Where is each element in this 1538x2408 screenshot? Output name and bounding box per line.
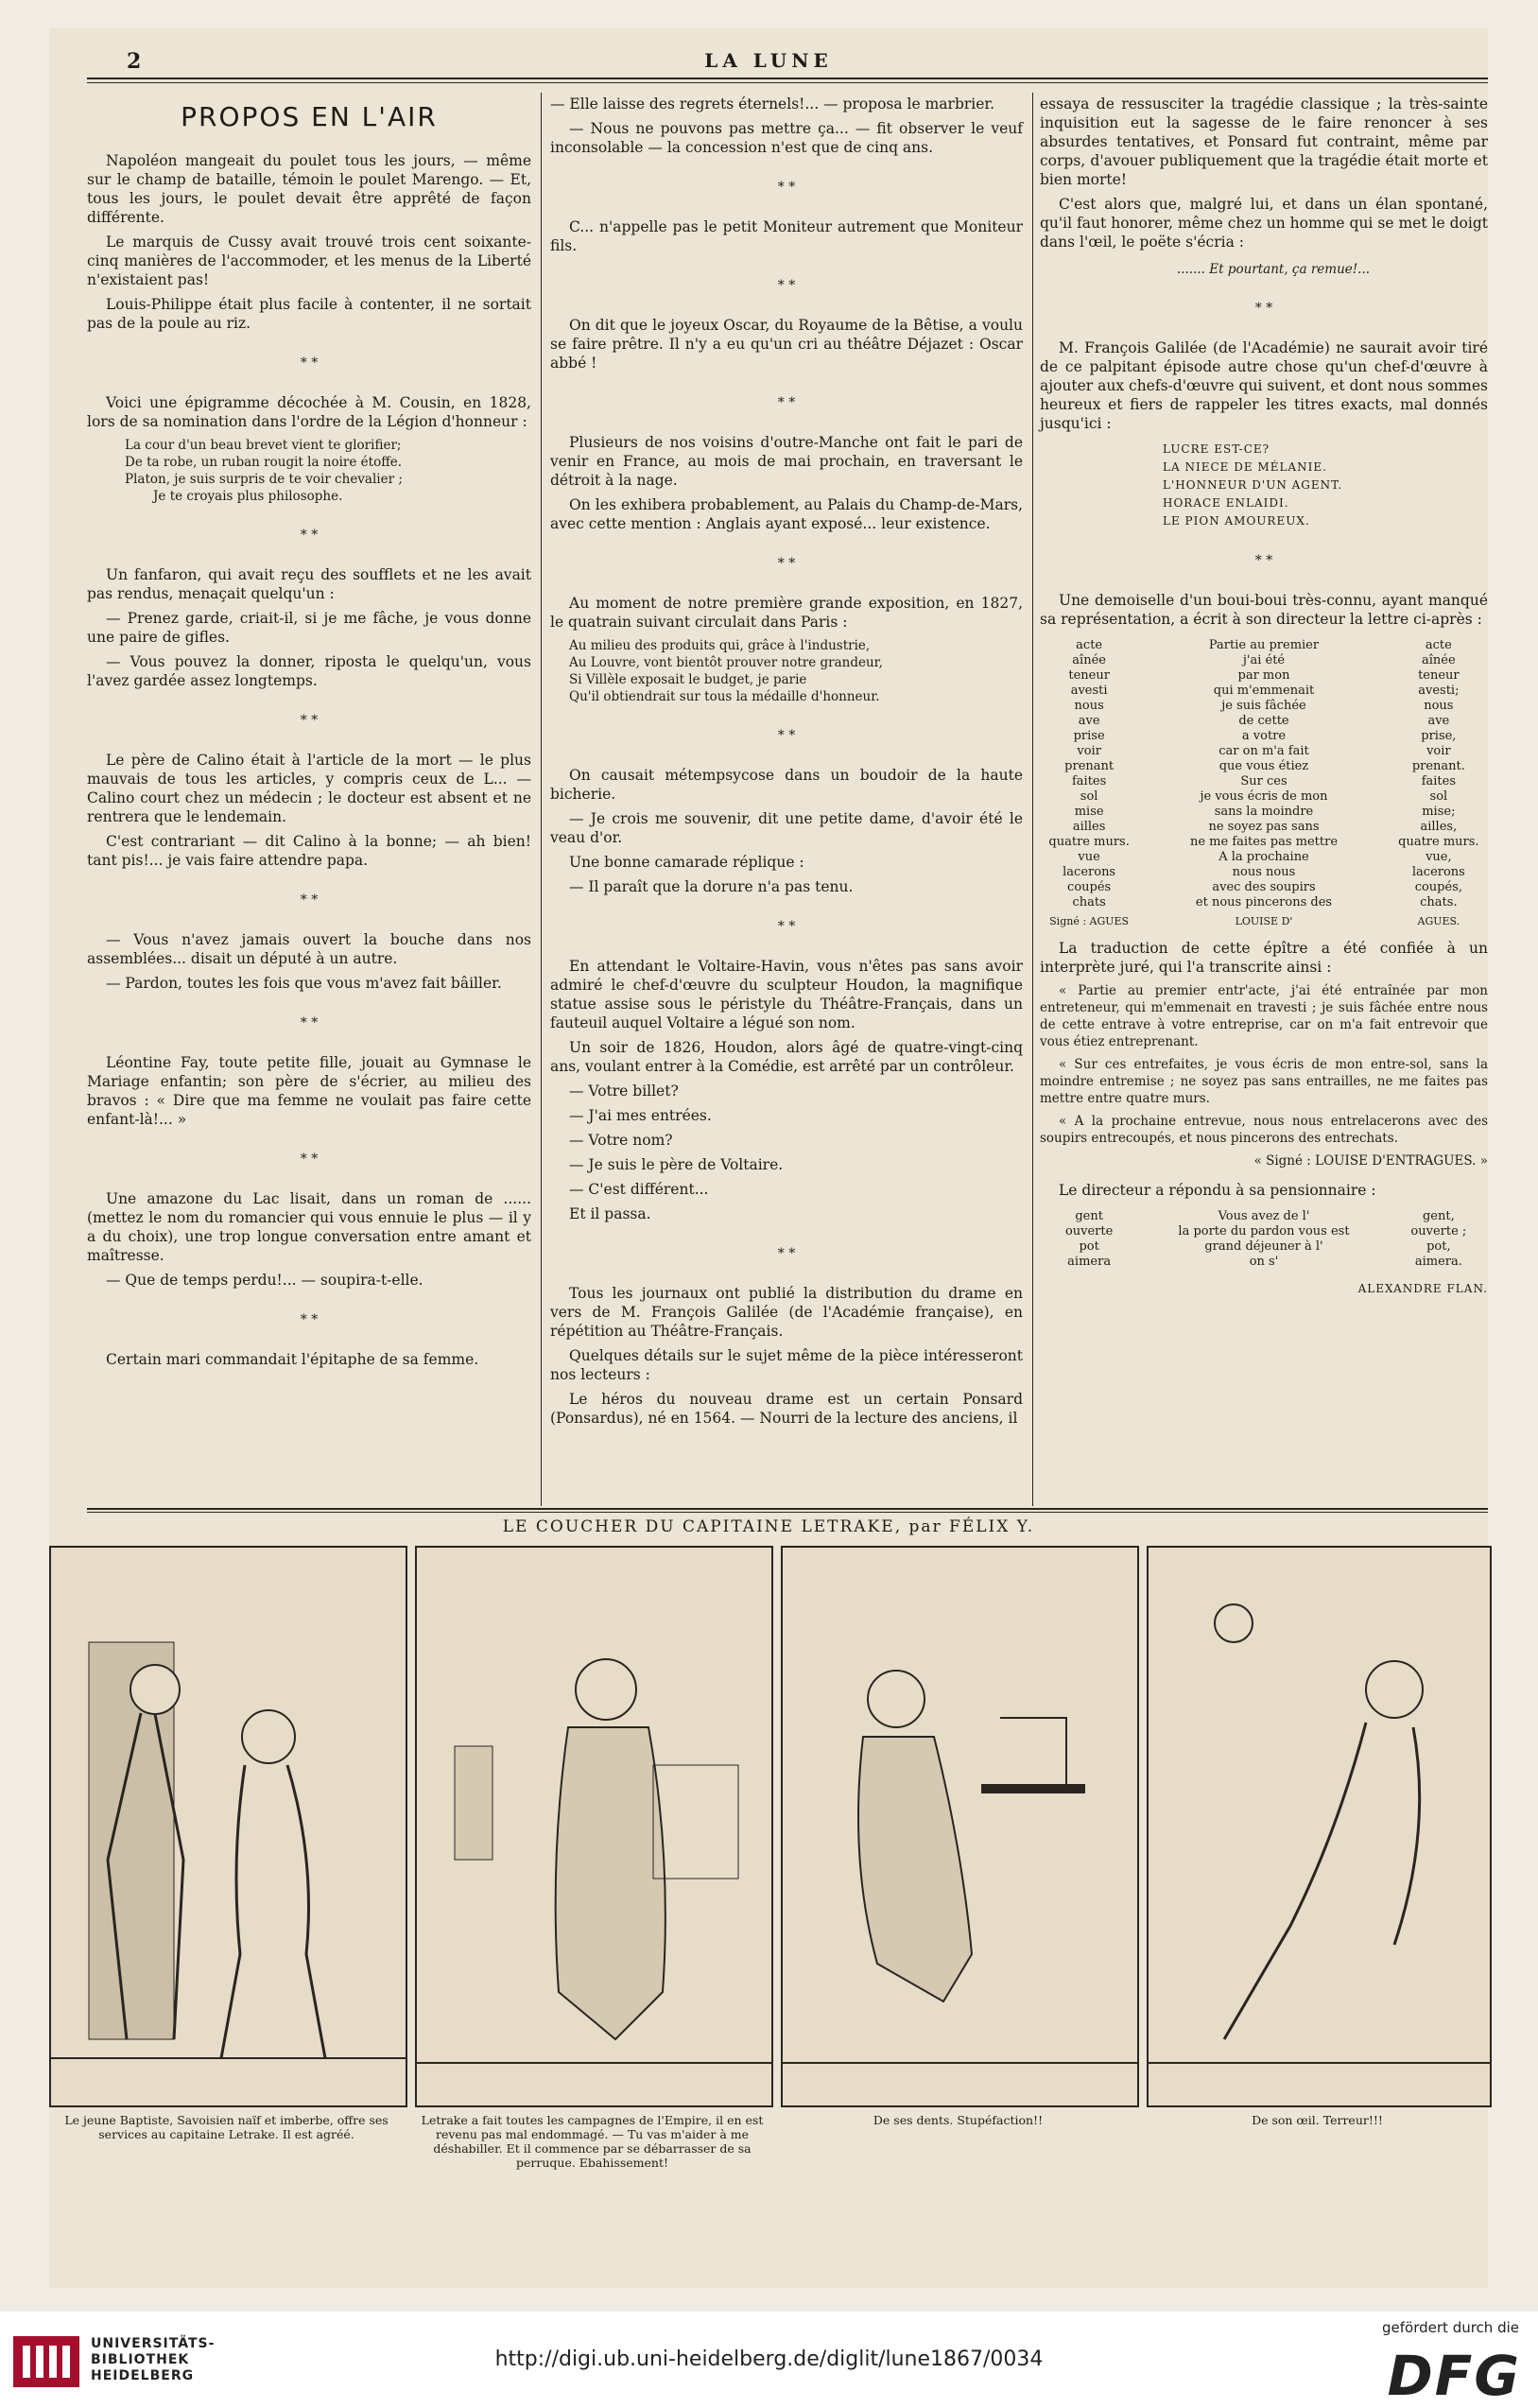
rebus-row: [1040, 714, 1488, 729]
rebus-cell: ne me faites pas mettre: [1189, 835, 1339, 849]
rebus-row: [1040, 1224, 1488, 1239]
paragraph: Quelques détails sur le sujet même de la pièce intéresseront nos lecteurs :: [550, 1347, 1023, 1383]
rebus-cell: teneur: [1418, 668, 1460, 683]
quote-line: ....... Et pourtant, ça remue!...: [1176, 262, 1371, 277]
verse-line: Platon, je suis surpris de te voir chevalier ;: [125, 472, 403, 487]
bottom-rule-thin: [87, 1512, 1488, 1513]
paragraph: — Vous pouvez la donner, riposta le quelqu'un, vous l'avez gardée assez longtemps.: [87, 653, 531, 689]
rebus-cell: coupés,: [1414, 880, 1463, 894]
rebus-cell: Sur ces: [1240, 774, 1287, 788]
rebus-cell: avec des soupirs: [1212, 880, 1316, 894]
paragraph: Le héros du nouveau drame est un certain Ponsard (Ponsardus), né en 1564. — Nourri de la lecture des anciens, il: [550, 1391, 1023, 1427]
funding-label: gefördert durch die: [1382, 2319, 1519, 2336]
rebus-cell: faites: [1071, 774, 1107, 788]
paragraph: — Je suis le père de Voltaire.: [569, 1156, 784, 1173]
rebus-cell: ailles: [1072, 820, 1106, 834]
verse-line: La cour d'un beau brevet vient te glorifier;: [125, 438, 402, 453]
paragraph: M. François Galilée (de l'Académie) ne saurait avoir tiré de ce palpitant épisode autre chose qu'un chef-d'œuvre à ajouter aux chefs-d'œuvre qui suivent, et dont nous sommes heureux et fiers de rappeler les titres exacts, mal donnés jusqu'ici :: [1040, 339, 1488, 432]
paragraph: Au moment de notre première grande exposition, en 1827, le quatrain suivant circulait dans Paris :: [550, 595, 1023, 631]
play-titles: [1163, 441, 1488, 530]
rebus-row: [1040, 729, 1488, 744]
footer-bar: [0, 2312, 1538, 2408]
play-title: LA NIECE DE MÉLANIE.: [1163, 460, 1327, 474]
separator-stars: * *: [300, 713, 319, 728]
separator-stars: * *: [300, 1312, 319, 1327]
rebus-cell: Partie au premier: [1208, 638, 1320, 652]
illustration-captain-removing-teeth: [783, 1548, 1137, 2105]
separator-stars: * *: [300, 1152, 319, 1167]
paragraph: Le marquis de Cussy avait trouvé trois cent soixante-cinq manières de l'accommoder, et les menus de la Liberté n'existaient pas!: [87, 234, 531, 288]
library-name-line: UNIVERSITÄTS-: [91, 2336, 216, 2351]
paragraph: C'est contrariant — dit Calino à la bonne; — ah bien! tant pis!... je vais faire attendre papa.: [87, 833, 531, 869]
newspaper-page: [49, 28, 1488, 2288]
rebus-cell: quatre murs.: [1048, 835, 1130, 849]
paragraph: On les exhibera probablement, au Palais du Champ-de-Mars, avec cette mention : Anglais ayant exposé... leur existence.: [550, 496, 1023, 532]
bottom-rule: [87, 1508, 1488, 1510]
rebus-cell: que vous étiez: [1218, 759, 1309, 773]
caption-1: Le jeune Baptiste, Savoisien naïf et imberbe, offre ses services au capitaine Letrake. Il est agréé.: [64, 2113, 389, 2141]
rebus-row: [1040, 759, 1488, 774]
rebus-cell: acte: [1076, 638, 1103, 652]
rebus-cell: on s': [1249, 1255, 1279, 1269]
paragraph: « Sur ces entrefaites, je vous écris de mon entre-sol, sans la moindre entremise ; ne soyez pas sans entrailles, ne me faites pas mettre entre quatre murs.: [1040, 1057, 1488, 1106]
paragraph: — Je crois me souvenir, dit une petite dame, d'avoir été le veau d'or.: [550, 810, 1023, 846]
rebus-row: [1040, 1209, 1488, 1224]
rebus-row: [1040, 684, 1488, 699]
rebus-cell: ne soyez pas sans: [1208, 820, 1320, 834]
paragraph: On dit que le joyeux Oscar, du Royaume de la Bêtise, a voulu se faire prêtre. Il n'y a eu qu'un cri au théâtre Déjazet : Oscar abbé !: [550, 317, 1023, 372]
rebus-cell: avesti;: [1418, 684, 1460, 698]
rebus-row: [1040, 880, 1488, 895]
rebus-signature: LOUISE D': [1235, 915, 1293, 927]
paragraph: « A la prochaine entrevue, nous nous entrelacerons avec des soupirs entrecoupés, et nous pincerons des entrechats.: [1040, 1114, 1488, 1146]
paragraph: Le directeur a répondu à sa pensionnaire :: [1059, 1182, 1376, 1199]
rebus-row: [1040, 789, 1488, 805]
paragraph: Un fanfaron, qui avait reçu des soufflets et ne les avait pas rendus, menaçait quelqu'un :: [87, 566, 531, 602]
rebus-cell: par mon: [1237, 668, 1290, 683]
rebus-cell: vue: [1078, 850, 1100, 864]
rebus-cell: ailles,: [1420, 820, 1458, 834]
column-1: [87, 95, 531, 1375]
paragraph: — C'est différent...: [569, 1181, 709, 1198]
rebus-row: [1040, 865, 1488, 880]
author-signature: ALEXANDRE FLAN.: [1357, 1282, 1488, 1295]
rebus-row: [1040, 668, 1488, 684]
dfg-logo: DFG: [1387, 2344, 1521, 2408]
rebus-cell: ave: [1427, 714, 1450, 728]
paragraph: — Que de temps perdu!... — soupira-t-elle.: [106, 1272, 423, 1289]
paragraph: Voici une épigramme décochée à M. Cousin, en 1828, lors de sa nomination dans l'ordre de la Légion d'honneur :: [87, 394, 531, 430]
source-url-link[interactable]: http://digi.ub.uni-heidelberg.de/diglit/lune1867/0034: [494, 2347, 1044, 2371]
paragraph: Louis-Philippe était plus facile à contenter, il ne sortait pas de la poule au riz.: [87, 296, 531, 332]
paragraph: C... n'appelle pas le petit Moniteur autrement que Moniteur fils.: [550, 218, 1023, 254]
rebus-row: [1040, 653, 1488, 668]
rebus-cell: avesti: [1070, 684, 1108, 698]
rebus-cell: quatre murs.: [1398, 835, 1479, 849]
paragraph: Plusieurs de nos voisins d'outre-Manche ont fait le pari de venir en France, au mois de mai prochain, en traversant le détroit à la nage.: [550, 434, 1023, 489]
caption-2: Letrake a fait toutes les campagnes de l'Empire, il en est revenu pas mal endommagé. — Tu vas m'aider à me déshabiller. Et il commence par se débarrasser de sa perruque. Ebahissement!: [421, 2113, 764, 2170]
play-title: L'HONNEUR D'UN AGENT.: [1163, 478, 1343, 492]
rebus-cell: aimera: [1067, 1255, 1112, 1269]
separator-stars: * *: [777, 395, 796, 410]
rebus-cell: qui m'emmenait: [1213, 684, 1315, 698]
rebus-cell: ouverte: [1064, 1224, 1114, 1239]
rebus-cell: mise;: [1422, 805, 1456, 819]
rebus-cell: vue,: [1426, 850, 1452, 864]
rebus-signature: Signé : AGUES: [1049, 915, 1130, 927]
separator-stars: * *: [300, 892, 319, 908]
rebus-cell: Vous avez de l': [1218, 1209, 1310, 1223]
rebus-cell: chats.: [1420, 895, 1458, 909]
rebus-row: [1040, 805, 1488, 820]
separator-stars: * *: [777, 278, 796, 293]
paragraph: — Votre nom?: [569, 1132, 673, 1149]
masthead: [49, 36, 1488, 74]
verse-line: Au milieu des produits qui, grâce à l'industrie,: [569, 638, 871, 653]
illustration-captain-removing-wig: [417, 1548, 771, 2105]
paragraph: — Elle laisse des regrets éternels!... — proposa le marbrier.: [550, 95, 995, 113]
cartoon-panel-1: [49, 1546, 407, 2107]
paragraph: Napoléon mangeait du poulet tous les jours, — même sur le champ de bataille, témoin le poulet Marengo. — Et, tous les jours, le poulet devait être apprêté de façon différente.: [87, 152, 531, 226]
play-title: LUCRE EST-CE?: [1163, 442, 1270, 456]
column-3: [1040, 95, 1488, 1304]
column-divider: [541, 93, 542, 1506]
paragraph: Une demoiselle d'un boui-boui très-connu, ayant manqué sa représentation, a écrit à son directeur la lettre ci-après :: [1040, 592, 1488, 628]
rebus-cell: lacerons: [1411, 865, 1465, 879]
paragraph: Tous les journaux ont publié la distribution du drame en vers de M. François Galilée (de l'Académie française), en répétition au Théâtre-Français.: [550, 1285, 1023, 1340]
verse: [125, 437, 531, 505]
rebus-row: [1040, 1255, 1488, 1270]
rebus-letter: [1040, 638, 1488, 929]
rebus-cell: aimera.: [1414, 1255, 1462, 1269]
paragraph: Une bonne camarade réplique :: [569, 854, 804, 871]
rebus-cell: la porte du pardon vous est: [1178, 1224, 1350, 1239]
translation: [1040, 982, 1488, 1169]
cartoon-title: LE COUCHER DU CAPITAINE LETRAKE, par FÉLIX Y.: [502, 1517, 1035, 1536]
library-name-line: HEIDELBERG: [91, 2368, 195, 2383]
separator-stars: * *: [300, 1015, 319, 1031]
page-number: 2: [127, 49, 142, 74]
paragraph: Certain mari commandait l'épitaphe de sa femme.: [106, 1351, 479, 1368]
rebus-cell: A la prochaine: [1218, 850, 1309, 864]
rebus-reply: [1040, 1209, 1488, 1270]
rebus-cell: aînée: [1072, 653, 1106, 667]
paragraph: — J'ai mes entrées.: [569, 1107, 712, 1124]
separator-stars: * *: [300, 528, 319, 543]
paragraph: — Prenez garde, criait-il, si je me fâche, je vous donne une paire de gifles.: [87, 610, 531, 646]
rebus-cell: nous: [1424, 699, 1454, 713]
rebus-cell: mise: [1074, 805, 1104, 819]
rebus-cell: coupés: [1067, 880, 1112, 894]
rebus-cell: acte: [1425, 638, 1452, 652]
rebus-cell: aînée: [1422, 653, 1456, 667]
caption-4: De son œil. Terreur!!!: [1252, 2113, 1383, 2127]
rebus-cell: nous nous: [1232, 865, 1296, 879]
rebus-cell: sol: [1080, 789, 1098, 804]
verse-line: De ta robe, un ruban rougit la noire étoffe.: [125, 455, 403, 470]
rebus-cell: pot,: [1426, 1239, 1451, 1254]
rebus-cell: voir: [1426, 744, 1451, 758]
rebus-cell: nous: [1074, 699, 1104, 713]
rebus-cell: je vous écris de mon: [1200, 789, 1328, 804]
rebus-cell: faites: [1421, 774, 1457, 788]
rebus-row: [1040, 820, 1488, 835]
rebus-row: [1040, 895, 1488, 910]
rebus-cell: ave: [1078, 714, 1100, 728]
rebus-cell: prise: [1073, 729, 1105, 743]
paragraph: — Vous n'avez jamais ouvert la bouche dans nos assemblées... disait un député à un autre.: [87, 931, 531, 967]
rebus-row: [1040, 774, 1488, 789]
verse-line: Je te croyais plus philosophe.: [153, 489, 343, 504]
rebus-cell: de cette: [1238, 714, 1289, 728]
paragraph: Une amazone du Lac lisait, dans un roman de ...... (mettez le nom du romancier qui vous ennuie le plus — il y a du choix), une trop longue conversation entre amant et maîtresse.: [87, 1190, 531, 1264]
rebus-cell: prenant: [1064, 759, 1115, 773]
rebus-cell: chats: [1072, 895, 1106, 909]
rebus-cell: voir: [1077, 744, 1101, 758]
rebus-row: [1040, 850, 1488, 865]
separator-stars: * *: [777, 728, 796, 743]
paragraph: essaya de ressusciter la tragédie classique ; la très-sainte inquisition eut la sagesse de le faire renoncer à ses absurdes tentatives, et Ponsard fut contraint, même par corps, d'avouer publiquement que la tragédie était morte et bien morte!: [1040, 95, 1488, 188]
paragraph: Un soir de 1826, Houdon, alors âgé de quatre-vingt-cinq ans, voulant entrer à la Comédie, est arrêté par un contrôleur.: [550, 1039, 1023, 1075]
separator-stars: * *: [1254, 301, 1273, 316]
paragraph: C'est alors que, malgré lui, et dans un élan spontané, qu'il faut honorer, même chez un homme qui se met le doigt dans l'œil, le poëte s'écria :: [1040, 196, 1488, 251]
rebus-cell: sans la moindre: [1214, 805, 1314, 819]
rebus-row: [1040, 638, 1488, 653]
rebus-cell: je suis fâchée: [1221, 699, 1306, 713]
paragraph: Le père de Calino était à l'article de la mort — le plus mauvais de tous les articles, y compris ceux de L... — Calino court chez un médecin ; le docteur est absent et ne rentrera que le lendemain.: [87, 752, 531, 825]
rebus-cell: et nous pincerons des: [1195, 895, 1333, 909]
play-title: LE PION AMOUREUX.: [1163, 514, 1310, 528]
illustration-servant-and-captain: [51, 1548, 406, 2105]
paragraph: Léontine Fay, toute petite fille, jouait au Gymnase le Mariage enfantin; son père de s'écrier, au milieu des bravos : « Dire que ma femme ne voulait pas faire cette enfant-là!... »: [87, 1054, 531, 1128]
rebus-cell: pot: [1079, 1239, 1099, 1254]
paper-title: LA LUNE: [704, 49, 833, 72]
rebus-row: [1040, 1239, 1488, 1255]
top-rule: [87, 78, 1488, 79]
verse-line: Au Louvre, vont bientôt prouver notre grandeur,: [569, 655, 883, 670]
cartoon-panel-4: [1147, 1546, 1492, 2107]
rebus-row: [1040, 699, 1488, 714]
rebus-cell: grand déjeuner à l': [1204, 1239, 1323, 1254]
top-rule-thin: [87, 82, 1488, 83]
column-2: [550, 95, 1023, 1433]
cartoon-panel-3: [781, 1546, 1139, 2107]
cartoon-panel-2: [415, 1546, 773, 2107]
separator-stars: * *: [777, 180, 796, 195]
caption-3: De ses dents. Stupéfaction!!: [873, 2113, 1044, 2127]
paragraph: — Il paraît que la dorure n'a pas tenu.: [569, 878, 854, 895]
rebus-cell: sol: [1429, 789, 1448, 804]
paragraph: — Pardon, toutes les fois que vous m'avez fait bâiller.: [106, 975, 502, 992]
separator-stars: * *: [1254, 553, 1273, 568]
separator-stars: * *: [777, 556, 796, 571]
library-name-line: BIBLIOTHEK: [91, 2352, 190, 2367]
separator-stars: * *: [777, 1246, 796, 1261]
rebus-row: [1040, 835, 1488, 850]
rebus-cell: lacerons: [1063, 865, 1116, 879]
rebus-row: [1040, 744, 1488, 759]
paragraph: « Partie au premier entr'acte, j'ai été entraînée par mon entreteneur, qui m'emmenait en travesti ; je suis fâchée entre nous de cette entrave à votre entreprise, car on m'a fait entrevoir que vous étiez entreprenant.: [1040, 983, 1488, 1049]
play-title: HORACE ENLAIDI.: [1163, 496, 1289, 510]
rebus-cell: gent,: [1422, 1209, 1455, 1223]
verse-line: Si Villèle exposait le budget, je parie: [569, 672, 807, 687]
separator-stars: * *: [777, 919, 796, 934]
rebus-signature-row: [1040, 910, 1488, 929]
rebus-cell: teneur: [1068, 668, 1110, 683]
rebus-cell: ouverte ;: [1410, 1224, 1467, 1239]
paragraph: — Nous ne pouvons pas mettre ça... — fit observer le veuf inconsolable — la concession n'est que de cinq ans.: [550, 120, 1023, 156]
rebus-cell: prenant.: [1411, 759, 1465, 773]
verse-line: Qu'il obtiendrait sur tous la médaille d'honneur.: [569, 689, 880, 704]
separator-stars: * *: [300, 355, 319, 371]
rebus-cell: j'ai été: [1242, 653, 1286, 667]
paragraph: — Votre billet?: [569, 1083, 679, 1100]
paragraph: Et il passa.: [569, 1205, 651, 1222]
rebus-cell: a votre: [1241, 729, 1287, 743]
rebus-cell: gent: [1075, 1209, 1103, 1223]
paragraph: On causait métempsycose dans un boudoir de la haute bicherie.: [550, 767, 1023, 803]
verse: [569, 637, 1023, 705]
section-heading: PROPOS EN L'AIR: [181, 101, 438, 132]
column-divider: [1032, 93, 1033, 1506]
rebus-cell: prise,: [1421, 729, 1457, 743]
paragraph: En attendant le Voltaire-Havin, vous n'êtes pas sans avoir admiré le chef-d'œuvre du sculpteur Houdon, la magnifique statue assise sous le péristyle du Théâtre-Français, dans un fauteuil auquel Voltaire a légué son nom.: [550, 958, 1023, 1031]
rebus-signature: AGUES.: [1417, 915, 1460, 927]
rebus-cell: car on m'a fait: [1218, 744, 1309, 758]
illustration-captain-removing-eye: [1149, 1548, 1490, 2105]
signature: « Signé : LOUISE D'ENTRAGUES. »: [1253, 1153, 1488, 1169]
paragraph: La traduction de cette épître a été confiée à un interprète juré, qui l'a transcrite ainsi :: [1040, 940, 1488, 976]
